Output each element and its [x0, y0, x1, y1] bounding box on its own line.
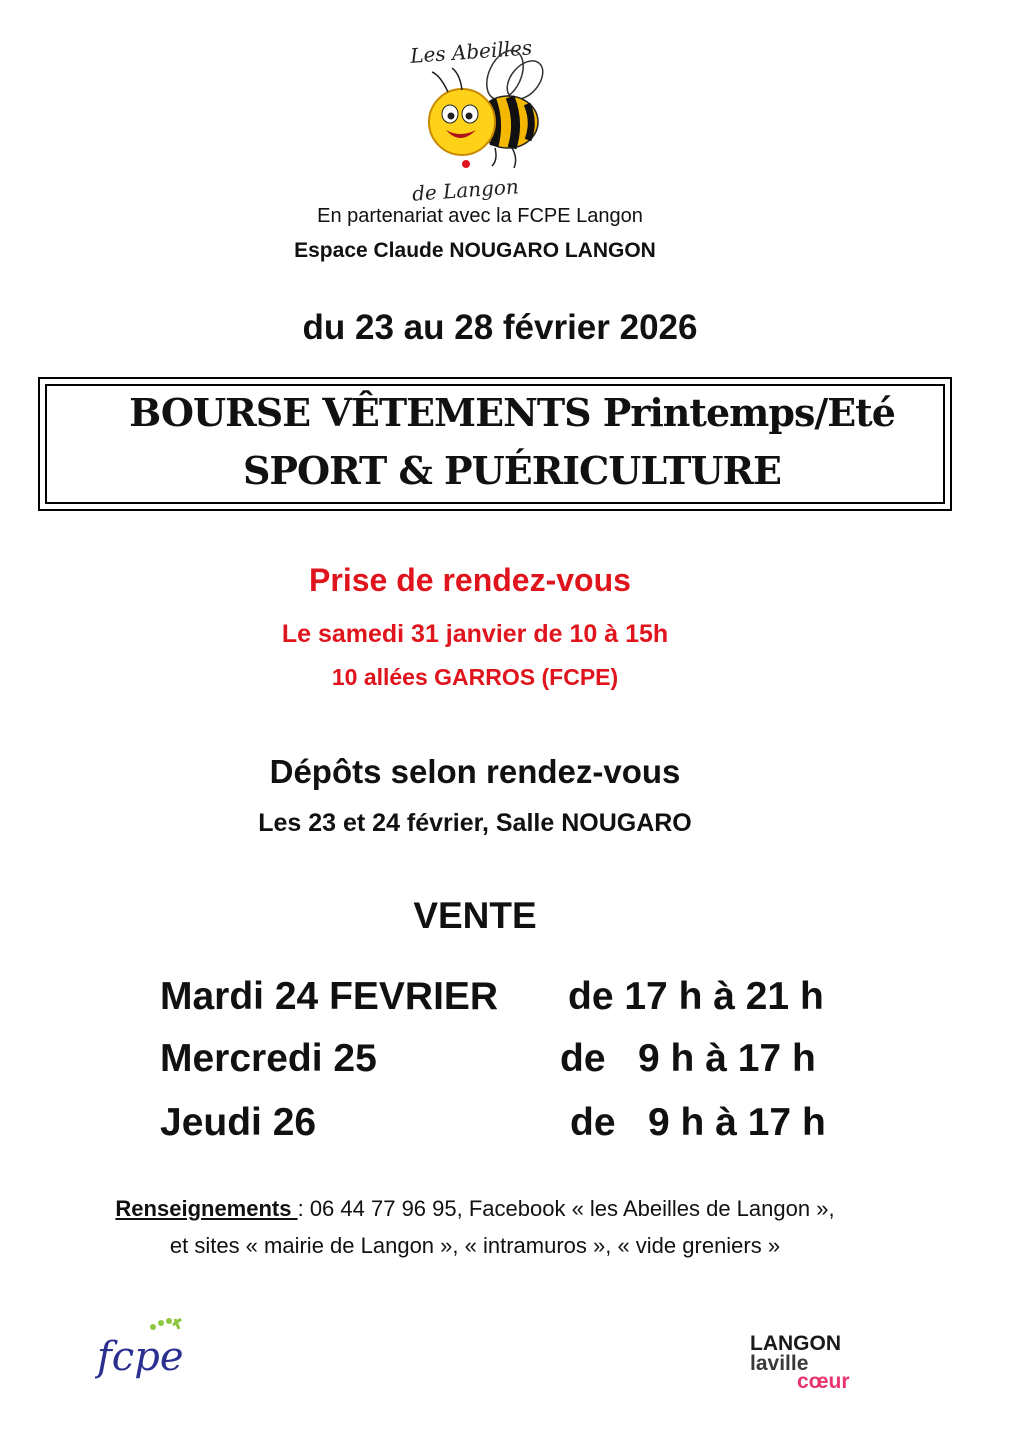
schedule-day: Mardi 24 FEVRIER — [160, 975, 499, 1018]
sale-title: VENTE — [413, 895, 537, 936]
title-line-1: BOURSE VÊTEMENTS Printemps/Eté — [129, 390, 895, 435]
langon-logo-line-3: cœur — [797, 1370, 850, 1393]
schedule-day: Mercredi 25 — [160, 1037, 377, 1080]
schedule-time: de 17 h à 21 h — [568, 975, 824, 1018]
event-dates: du 23 au 28 février 2026 — [302, 308, 698, 347]
partner-text: En partenariat avec la FCPE Langon — [317, 205, 643, 227]
deposits-info: Les 23 et 24 février, Salle NOUGARO — [258, 809, 692, 837]
info-line-2: et sites « mairie de Langon », « intramuros », « vide greniers » — [169, 1233, 781, 1258]
appointment-title: Prise de rendez-vous — [309, 562, 631, 598]
info-contact: : 06 44 77 96 95, Facebook « les Abeilles de Langon », — [297, 1196, 835, 1221]
abeilles-logo — [400, 20, 560, 210]
schedule-time: de 9 h à 17 h — [560, 1037, 816, 1080]
fcpe-logo-text: fcpe — [97, 1334, 184, 1380]
appointment-place: 10 allées GARROS (FCPE) — [331, 664, 619, 690]
schedule-time: de 9 h à 17 h — [570, 1101, 826, 1144]
langon-logo-line-1: LANGON — [750, 1332, 841, 1355]
langon-logo-line-2: laville — [750, 1352, 809, 1375]
deposits-title: Dépôts selon rendez-vous — [269, 753, 681, 790]
info-label: Renseignements — [115, 1196, 298, 1221]
appointment-date: Le samedi 31 janvier de 10 à 15h — [281, 620, 669, 648]
info-line-1 — [0, 1196, 950, 1222]
abeilles-logo-text-top: Les Abeilles — [409, 35, 533, 68]
title-line-2: SPORT & PUÉRICULTURE — [242, 448, 782, 493]
langon-logo — [745, 1332, 870, 1398]
fcpe-logo — [95, 1315, 195, 1385]
venue: Espace Claude NOUGARO LANGON — [294, 239, 656, 262]
abeilles-logo-text-bottom: de Langon — [411, 174, 520, 206]
schedule-day: Jeudi 26 — [160, 1101, 317, 1144]
